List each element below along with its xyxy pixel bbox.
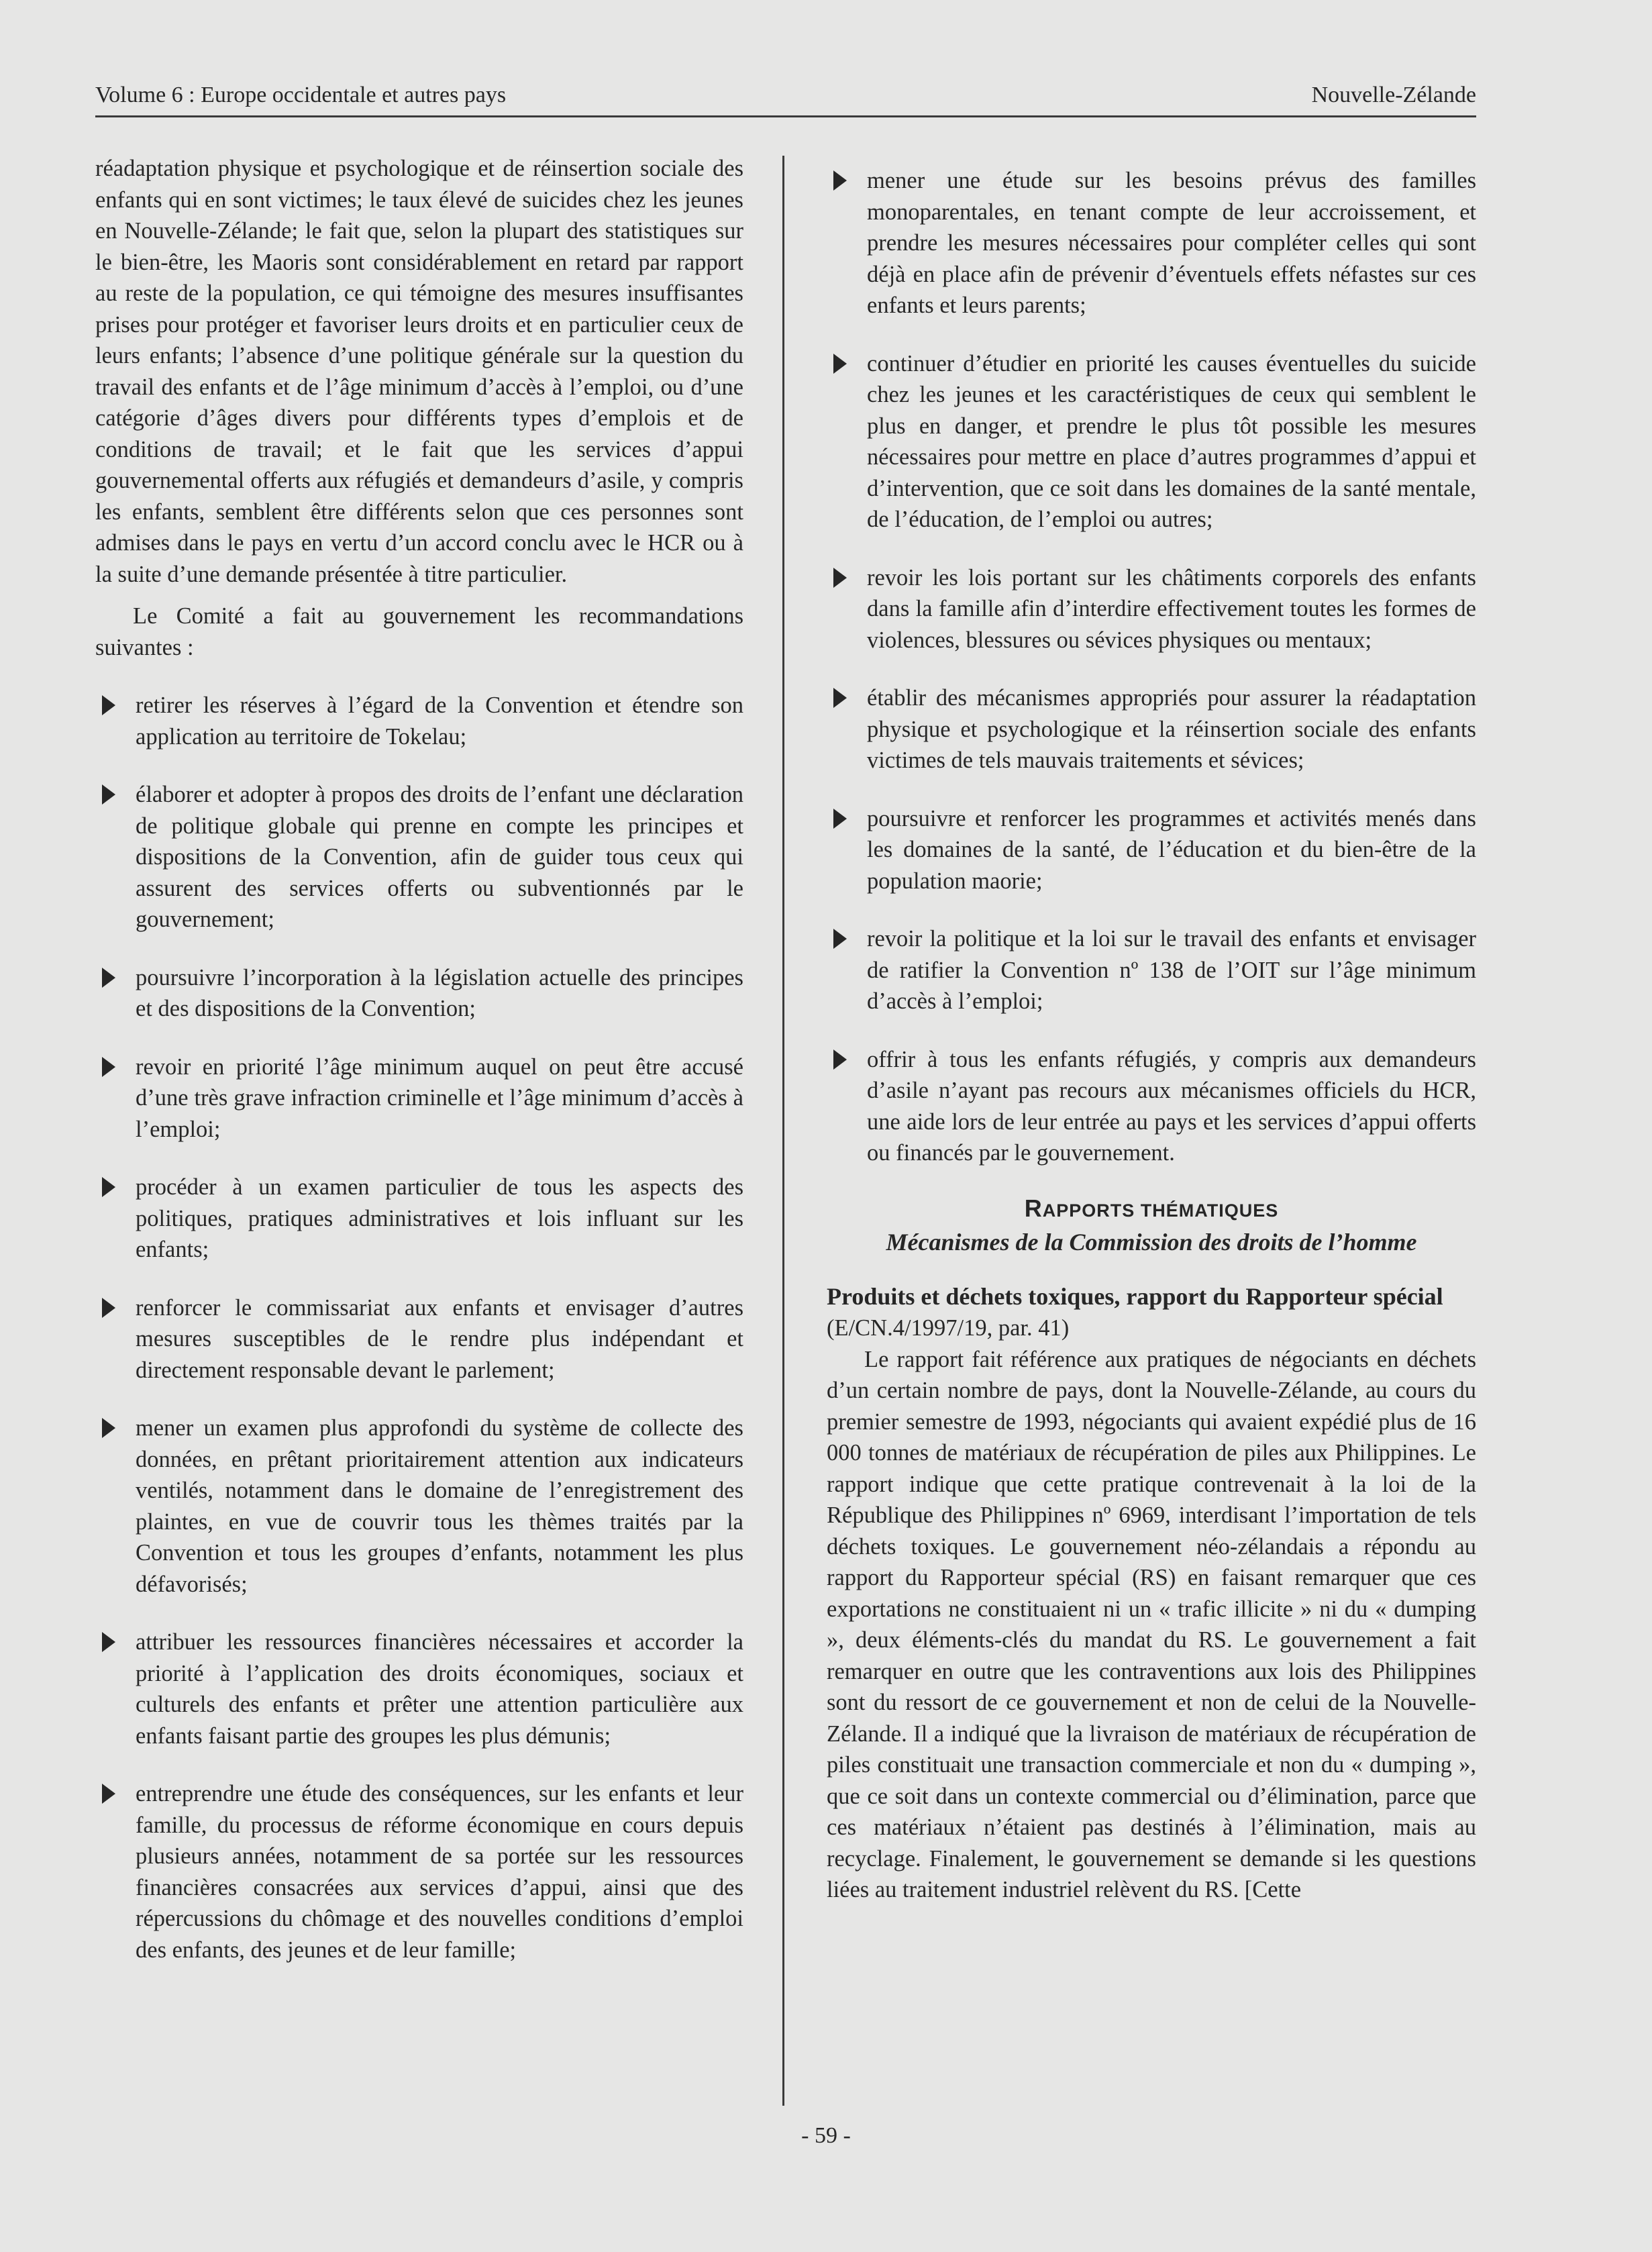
list-item-text: établir des mécanismes appropriés pour assurer la réadaptation physique et psychologique et la réinsertion sociale des enfants victimes de tels mauvais traitements et sévices; [867, 685, 1476, 773]
triangle-bullet-icon [102, 1298, 115, 1318]
triangle-bullet-icon [833, 809, 847, 829]
list-item [95, 779, 743, 935]
list-item [95, 1052, 743, 1145]
list-item [95, 962, 743, 1025]
list-item [827, 1044, 1476, 1169]
triangle-bullet-icon [102, 1418, 115, 1438]
recommendations-list-continued [827, 165, 1476, 1169]
triangle-bullet-icon [102, 784, 115, 805]
page-number: - 59 - [801, 2123, 851, 2148]
list-item-text: poursuivre l’incorporation à la législation actuelle des principes et des dispositions de la Convention; [136, 964, 743, 1021]
list-item-text: renforcer le commissariat aux enfants et envisager d’autres mesures susceptibles de le rendre plus indépendant et directement responsable devant le parlement; [136, 1294, 743, 1383]
header-country: Nouvelle-Zélande [1311, 83, 1476, 107]
list-item [827, 348, 1476, 535]
list-item [95, 1413, 743, 1600]
list-item-text: revoir la politique et la loi sur le travail des enfants et envisager de ratifier la Convention nº 138 de l’OIT sur l’âge minimum d’accès à l’emploi; [867, 926, 1476, 1014]
list-item [827, 165, 1476, 321]
header-volume-title: Volume 6 : Europe occidentale et autres pays [95, 83, 507, 107]
triangle-bullet-icon [833, 170, 847, 191]
recommendations-intro: Le Comité a fait au gouvernement les recommandations suivantes : [95, 603, 743, 660]
report-heading [827, 1281, 1476, 1344]
list-item [95, 690, 743, 752]
list-item [95, 1292, 743, 1386]
triangle-bullet-icon [102, 1177, 115, 1197]
section-subtitle: Mécanismes de la Commission des droits de l’homme [886, 1228, 1417, 1256]
list-item [827, 803, 1476, 897]
list-item-text: mener un examen plus approfondi du système de collecte des données, en prêtant prioritairement attention aux indicateurs ventilés, notamment dans le domaine de l’enregistrement des plaintes, en vue de couvrir tous les thèmes traités par la Convention et tous les groupes d’enfants, notamment les plus défavorisés; [136, 1415, 743, 1597]
list-item [827, 682, 1476, 776]
list-item-text: poursuivre et renforcer les programmes et activités menés dans les domaines de la santé, de l’éducation et du bien-être de la population maorie; [867, 805, 1476, 894]
list-item-text: revoir les lois portant sur les châtiments corporels des enfants dans la famille afin d’interdire effectivement toutes les formes de violences, blessures ou sévices physiques ou mentaux; [867, 564, 1476, 653]
list-item-text: revoir en priorité l’âge minimum auquel on peut être accusé d’une très grave infraction criminelle et l’âge minimum d’accès à l’emploi; [136, 1054, 743, 1142]
list-item-text: offrir à tous les enfants réfugiés, y compris aux demandeurs d’asile n’ayant pas recours aux mécanismes officiels du HCR, une aide lors de leur entrée au pays et les services d’appui offerts ou financés par le gouvernement. [867, 1046, 1476, 1166]
triangle-bullet-icon [102, 1784, 115, 1804]
report-title: Produits et déchets toxiques, rapport du Rapporteur spécial [827, 1282, 1443, 1310]
list-item-text: entreprendre une étude des conséquences, sur les enfants et leur famille, du processus de réforme économique en cours depuis plusieurs années, notamment de sa portée sur les ressources financières consacrées aux services d’appui, ainsi que des répercussions du chômage et des nouvelles conditions d’emploi des enfants, des jeunes et de leur famille; [136, 1781, 743, 1963]
recommendations-list [95, 690, 743, 1965]
list-item [95, 1778, 743, 1965]
report-reference: (E/CN.4/1997/19, par. 41) [827, 1315, 1070, 1341]
list-item-text: attribuer les ressources financières nécessaires et accorder la priorité à l’application des droits économiques, sociaux et culturels des enfants et prêter une attention particulière aux enfants faisant partie des groupes les plus démunis; [136, 1629, 743, 1749]
section-title [827, 1193, 1476, 1226]
triangle-bullet-icon [833, 1050, 847, 1070]
list-item [827, 562, 1476, 656]
right-column [827, 165, 1476, 1906]
section-title-word2: THÉMATIQUES [1140, 1200, 1279, 1221]
section-title-word1: APPORTS [1042, 1200, 1141, 1221]
left-column [95, 153, 743, 1965]
list-item-text: continuer d’étudier en priorité les causes éventuelles du suicide chez les jeunes et les caractéristiques de ceux qui semblent le plus en danger, et prendre le plus tôt possible les mesures nécessaires pour mettre en place d’autres programmes d’appui et d’intervention, que ce soit dans les domaines de la santé mentale, de l’éducation, de l’emploi ou autres; [867, 350, 1476, 532]
triangle-bullet-icon [102, 695, 115, 715]
triangle-bullet-icon [833, 568, 847, 588]
list-item [95, 1172, 743, 1266]
triangle-bullet-icon [833, 354, 847, 374]
column-divider [782, 156, 784, 2106]
triangle-bullet-icon [102, 1632, 115, 1652]
list-item-text: mener une étude sur les besoins prévus des familles monoparentales, en tenant compte de leur accroissement, et prendre les mesures nécessaires pour compléter celles qui sont déjà en place afin de prévenir d’éventuels effets néfastes sur ces enfants et leurs parents; [867, 168, 1476, 318]
list-item-text: élaborer et adopter à propos des droits de l’enfant une déclaration de politique globale qui prenne en compte les principes et dispositions de la Convention, afin de guider tous ceux qui assurent des services offerts ou subventionnés par le gouvernement; [136, 782, 743, 932]
list-item [95, 1627, 743, 1751]
list-item-text: procéder à un examen particulier de tous les aspects des politiques, pratiques administratives et lois influant sur les enfants; [136, 1174, 743, 1262]
triangle-bullet-icon [102, 1057, 115, 1077]
triangle-bullet-icon [833, 688, 847, 708]
section-title-initial: R [1024, 1194, 1043, 1222]
triangle-bullet-icon [102, 968, 115, 988]
intro-paragraph: réadaptation physique et psychologique et de réinsertion sociale des enfants qui en sont victimes; le taux élevé de suicides chez les jeunes en Nouvelle-Zélande; le fait que, selon la plupart des statistiques sur le bien-être, les Maoris sont considérablement en retard par rapport au reste de la population, ce qui témoigne des mesures insuffisantes prises pour protéger et favoriser leurs droits et en particulier ceux de leurs enfants; l’absence d’une politique générale sur la question du travail des enfants et de l’âge minimum d’accès à l’emploi, ou d’une catégorie d’âges divers pour différents types d’emplois et de conditions de travail; et le fait que les services d’appui gouvernemental offerts aux réfugiés et demandeurs d’asile, y compris les enfants, semblent être différents selon que ces personnes sont admises dans le pays en vertu d’un accord conclu avec le HCR ou à la suite d’une demande présentée à titre particulier. [95, 156, 743, 587]
report-body: Le rapport fait référence aux pratiques de négociants en déchets d’un certain nombre de pays, dont la Nouvelle-Zélande, au cours du premier semestre de 1993, négociants qui avaient expédié plus de 16 000 tonnes de matériaux de récupération de piles aux Philippines. Le rapport indique que cette pratique contrevenait à la loi de la République des Philippines nº 6969, interdisant l’importation de tels déchets toxiques. Le gouvernement néo-zélandais a répondu au rapport du Rapporteur spécial (RS) en faisant remarquer que ces exportations ne constituaient ni un « trafic illicite » ni du « dumping », deux éléments-clés du mandat du RS. Le gouvernement a fait remarquer en outre que les contraventions aux lois des Philippines sont du ressort de ce gouvernement et non de celui de la Nouvelle-Zélande. Il a indiqué que la livraison de matériaux de récupération de piles constituait une transaction commerciale et non du « dumping », que ce soit dans un contexte commercial ou d’élimination, parce que ces matériaux n’étaient pas destinés à l’élimination, mais au recyclage. Finalement, le gouvernement se demande si les questions liées au traitement industriel relèvent du RS. [Cette [827, 1346, 1476, 1902]
list-item [827, 923, 1476, 1017]
triangle-bullet-icon [833, 929, 847, 949]
list-item-text: retirer les réserves à l’égard de la Convention et étendre son application au territoire de Tokelau; [136, 693, 743, 750]
running-header [95, 78, 1476, 117]
